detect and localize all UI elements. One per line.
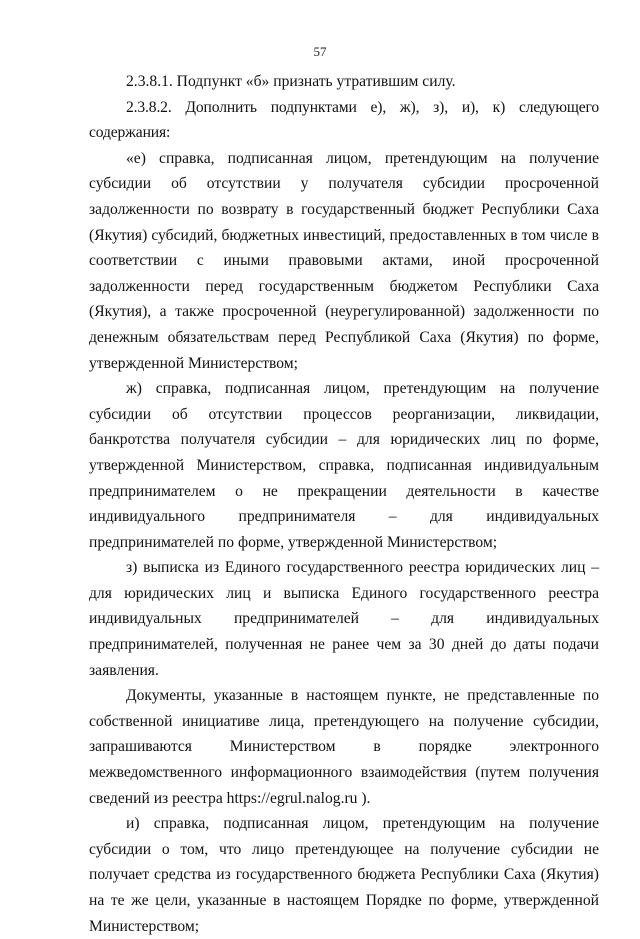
paragraph-subitem-e: «е) справка, подписанная лицом, претендующим на получение субсидии об отсутствии у получателя субсидии просроченной задолженности по возврату в государственный бюджет Республики Саха (Якутия) субсидий, бюджетных инвестиций, предоставленных в том числе в соответствии с иными правовыми актами, иной просроченной задолженности перед государственным бюджетом Республики Саха (Якутия), а также просроченной (неурегулированной) задолженности по денежным обязательствам перед Республикой Саха (Якутия) по форме, утвержденной Министерством; [89,149,599,372]
paragraph-documents-request: Документы, указанные в настоящем пункте, не представленные по собственной инициативе лица, претендующего на получение субсидии, запрашиваются Министерством в порядке электронного межведомственного информационного взаимодействия (путем получения сведений из реестра https://egrul.nalog.ru ). [89,687,599,807]
document-body [89,69,599,939]
paragraph-subitem-z: з) выписка из Единого государственного реестра юридических лиц – для юридических лиц и выписка Единого государственного реестра индивидуальных предпринимателей – для индивидуальных предпринимателей, полученная не ранее чем за 30 дней до даты подачи заявления. [89,559,599,679]
paragraph-subitem-zh: ж) справка, подписанная лицом, претендующим на получение субсидии об отсутствии процессов реорганизации, ликвидации, банкротства получателя субсидии – для юридических лиц по форме, утвержденной Министерством, справка, подписанная индивидуальным предпринимателем о не прекращении деятельности в качестве индивидуального предпринимателя – для индивидуальных предпринимателей по форме, утвержденной Министерством; [89,380,599,551]
paragraph-2-3-8-1: 2.3.8.1. Подпункт «б» признать утратившим силу. [126,73,456,90]
paragraph-subitem-i: и) справка, подписанная лицом, претендующим на получение субсидии о том, что лицо претендующее на получение субсидии не получает средства из государственного бюджета Республики Саха (Якутия) на те же цели, указанные в настоящем Порядке по форме, утвержденной Министерством; [89,815,599,935]
page-number: 57 [313,44,327,59]
paragraph-2-3-8-2: 2.3.8.2. Дополнить подпунктами е), ж), з), и), к) следующего содержания: [89,98,599,142]
